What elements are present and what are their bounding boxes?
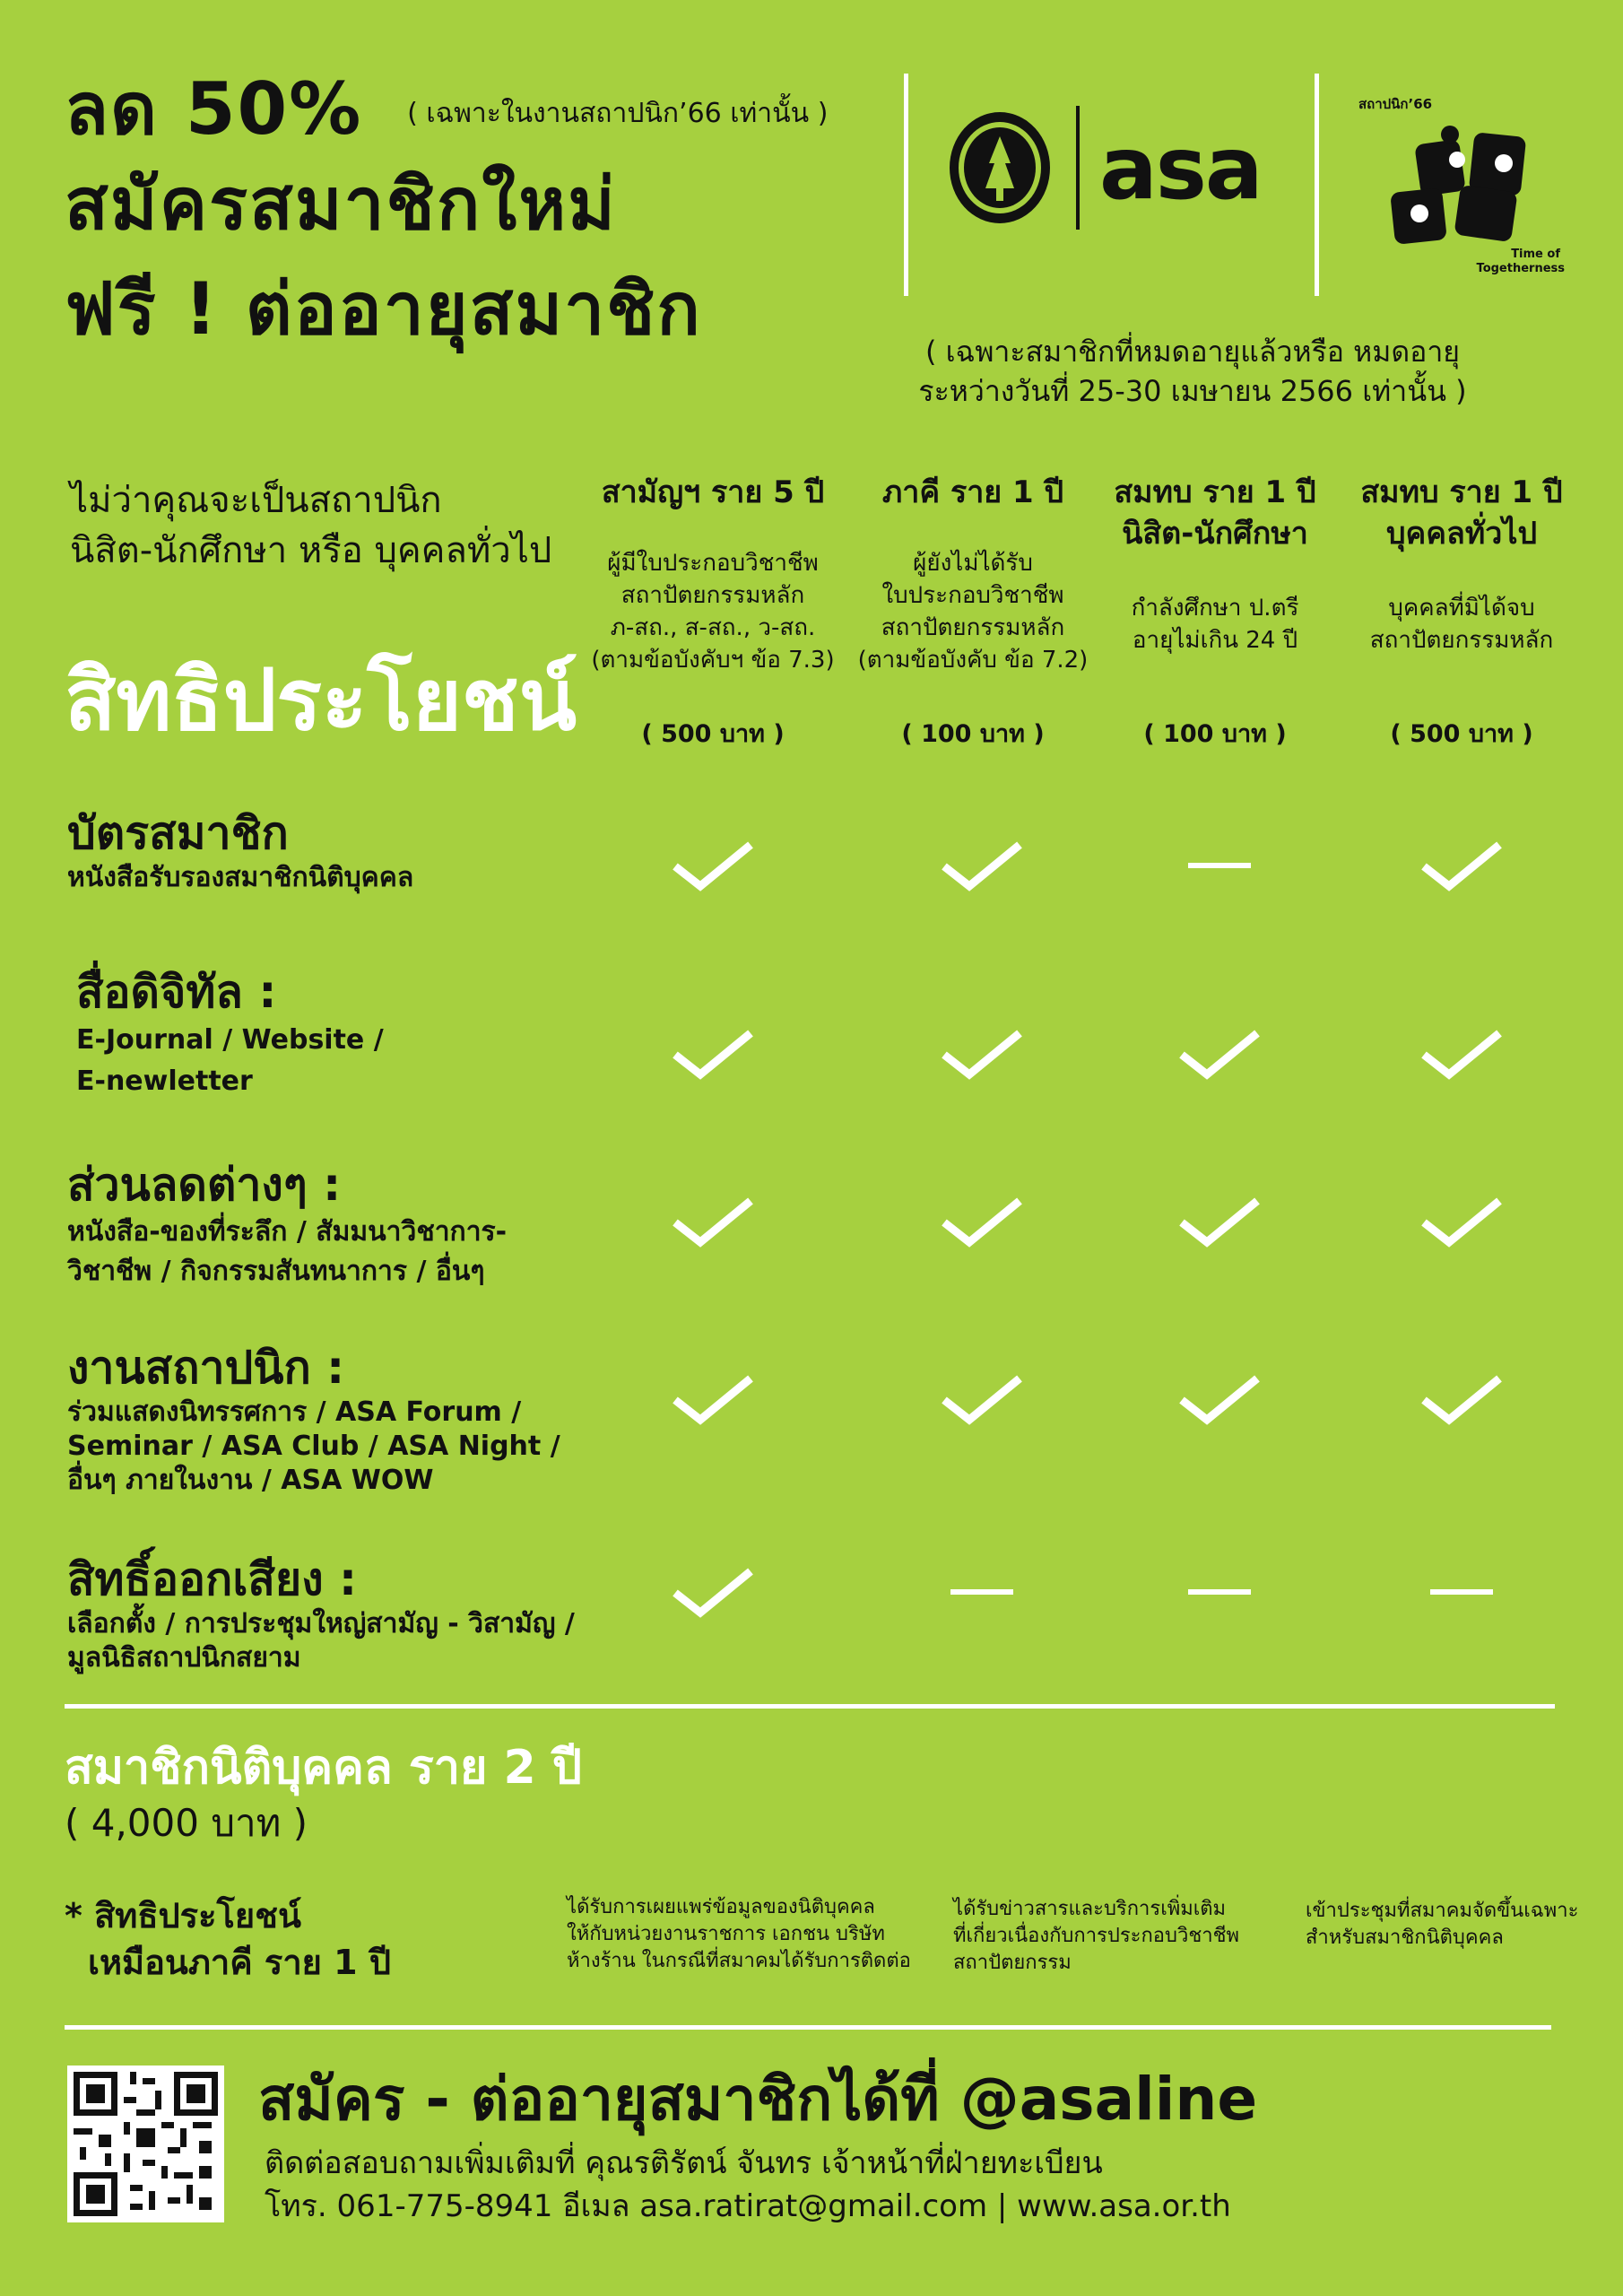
col-desc-line: สถาปัตยกรรมหลัก bbox=[1369, 627, 1554, 654]
row-title: สื่อดิจิทัล : bbox=[76, 966, 277, 1018]
corporate-desc-line: ให้กับหน่วยงานราชการ เอกชน บริษัท bbox=[567, 1923, 885, 1945]
check-icon bbox=[937, 834, 1027, 897]
corporate-desc-line: ที่เกี่ยวเนื่องกับการประกอบวิชาชีพ bbox=[953, 1925, 1240, 1947]
corporate-desc-line: สำหรับสมาชิกนิติบุคคล bbox=[1306, 1926, 1504, 1949]
row-title: ส่วนลดต่างๆ : bbox=[67, 1159, 342, 1211]
row-sub: เลือกตั้ง / การประชุมใหญ่สามัญ - วิสามัญ / bbox=[67, 1608, 575, 1639]
col-header-regular bbox=[583, 472, 843, 513]
check-icon bbox=[668, 1561, 758, 1623]
col-desc-line: ภ-สถ., ส-สถ., ว-สถ. bbox=[610, 614, 816, 641]
col-title: สมทบ ราย 1 ปี bbox=[1114, 474, 1316, 510]
divider-left bbox=[904, 74, 908, 296]
col-header-student bbox=[1094, 472, 1336, 554]
section-divider-1 bbox=[65, 1704, 1555, 1709]
col-desc-regular bbox=[583, 547, 843, 676]
row-sub: E-newletter bbox=[76, 1065, 253, 1097]
footer-headline: สมัคร - ต่ออายุสมาชิกได้ที่ @asaline bbox=[258, 2065, 1258, 2134]
col-header-associate bbox=[847, 472, 1098, 513]
footer-contact bbox=[265, 2142, 1231, 2228]
col-price-regular: ( 500 บาท ) bbox=[641, 720, 785, 748]
col-desc-line: สถาปัตยกรรมหลัก bbox=[621, 582, 805, 609]
intro-line-2: นิสิต-นักศึกษา หรือ บุคคลทั่วไป bbox=[70, 530, 552, 571]
row-digital-media bbox=[76, 964, 384, 1102]
col-price-associate: ( 100 บาท ) bbox=[901, 720, 1045, 748]
corporate-benefit-line-2: เหมือนภาคี ราย 1 ปี bbox=[88, 1943, 391, 1982]
divider-right bbox=[1315, 74, 1319, 296]
col-desc-student bbox=[1094, 592, 1336, 657]
col-header-general bbox=[1336, 472, 1587, 554]
col-desc-line: ผู้มีใบประกอบวิชาชีพ bbox=[607, 550, 819, 577]
col-desc-line: (ตามข้อบังคับ ข้อ 7.2) bbox=[857, 647, 1089, 674]
check-icon bbox=[937, 1368, 1027, 1431]
row-title: สิทธิ์ออกเสียง : bbox=[67, 1553, 358, 1605]
check-icon bbox=[668, 1022, 758, 1085]
check-icon bbox=[937, 1190, 1027, 1253]
intro-line-1: ไม่ว่าคุณจะเป็นสถาปนิก bbox=[70, 480, 442, 521]
corporate-price: ( 4,000 บาท ) bbox=[65, 1801, 308, 1845]
check-icon bbox=[1417, 1022, 1506, 1085]
discount-note: ( เฉพาะในงานสถาปนิก’66 เท่านั้น ) bbox=[407, 98, 829, 130]
footer-contact-line-2: โทร. 061-775-8941 อีเมล asa.ratirat@gmail.com | www.asa.or.th bbox=[265, 2188, 1231, 2224]
row-sub: หนังสือ-ของที่ระลึก / สัมมนาวิชาการ- bbox=[67, 1216, 508, 1248]
benefits-title: สิทธิประโยชน์ bbox=[65, 652, 577, 750]
row-member-card bbox=[67, 805, 413, 895]
row-title: บัตรสมาชิก bbox=[67, 807, 289, 859]
discount-text: ลด 50% bbox=[65, 67, 363, 151]
col-desc-line: กำลังศึกษา ป.ตรี bbox=[1131, 595, 1299, 622]
col-desc-line: (ตามข้อบังคับฯ ข้อ 7.3) bbox=[591, 647, 835, 674]
row-discounts bbox=[67, 1157, 507, 1292]
corporate-desc-line: สถาปัตยกรรม bbox=[953, 1952, 1072, 1974]
check-icon bbox=[668, 1190, 758, 1253]
row-sub: อื่นๆ ภายในงาน / ASA WOW bbox=[67, 1465, 434, 1496]
dash-icon bbox=[1417, 1561, 1506, 1623]
col-subtitle: บุคคลทั่วไป bbox=[1385, 516, 1538, 552]
check-icon bbox=[1417, 1190, 1506, 1253]
row-sub: มูลนิธิสถาปนิกสยาม bbox=[67, 1642, 301, 1674]
corporate-benefit-line-1: * สิทธิประโยชน์ bbox=[65, 1896, 301, 1935]
logo-separator bbox=[1076, 106, 1080, 230]
corporate-desc-line: ห้างร้าน ในกรณีที่สมาคมได้รับการติดต่อ bbox=[567, 1950, 911, 1972]
corporate-desc-line: ได้รับข่าวสารและบริการเพิ่มเติม bbox=[953, 1898, 1227, 1920]
dash-icon bbox=[1175, 834, 1264, 897]
check-icon bbox=[1417, 834, 1506, 897]
corporate-desc-1 bbox=[567, 1894, 925, 1975]
col-desc-line: ผู้ยังไม่ได้รับ bbox=[913, 550, 1033, 577]
renew-note-line-1: ( เฉพาะสมาชิกที่หมดอายุแล้วหรือ หมดอายุ bbox=[924, 335, 1461, 369]
col-desc-associate bbox=[847, 547, 1098, 676]
check-icon bbox=[1175, 1190, 1264, 1253]
corporate-desc-2 bbox=[953, 1896, 1258, 1977]
row-sub: วิชาชีพ / กิจกรรมสันทนาการ / อื่นๆ bbox=[67, 1256, 485, 1287]
col-desc-general bbox=[1336, 592, 1587, 657]
col-desc-line: อายุไม่เกิน 24 ปี bbox=[1132, 627, 1298, 654]
footer-contact-line-1: ติดต่อสอบถามเพิ่มเติมที่ คุณรติรัตน์ จันทร เจ้าหน้าที่ฝ่ายทะเบียน bbox=[265, 2145, 1103, 2181]
event-small-label: สถาปนิก’66 bbox=[1358, 96, 1433, 112]
intro-text bbox=[70, 475, 551, 576]
corporate-desc-3 bbox=[1306, 1898, 1584, 1952]
renew-note-line-2: ระหว่างวันที่ 25-30 เมษายน 2566 เท่านั้น ) bbox=[918, 374, 1467, 408]
renew-note bbox=[888, 332, 1497, 411]
row-architect-expo bbox=[67, 1340, 560, 1498]
qr-code[interactable] bbox=[67, 2066, 224, 2222]
event-logo bbox=[1385, 117, 1565, 251]
check-icon bbox=[668, 1368, 758, 1431]
event-tagline-2: Togetherness bbox=[1476, 262, 1565, 275]
check-icon bbox=[668, 834, 758, 897]
col-title: สามัญฯ ราย 5 ปี bbox=[601, 474, 825, 510]
check-icon bbox=[1417, 1368, 1506, 1431]
dash-icon bbox=[1175, 1561, 1264, 1623]
asa-seal-logo bbox=[946, 109, 1054, 226]
col-price-student: ( 100 บาท ) bbox=[1143, 720, 1287, 748]
col-desc-line: บุคคลที่มิได้จบ bbox=[1388, 595, 1535, 622]
asa-wordmark-logo: asa bbox=[1099, 118, 1262, 219]
col-desc-line: สถาปัตยกรรมหลัก bbox=[881, 614, 1065, 641]
row-sub: Seminar / ASA Club / ASA Night / bbox=[67, 1431, 560, 1462]
col-subtitle: นิสิต-นักศึกษา bbox=[1122, 516, 1308, 552]
headline-renew: ฟรี ! ต่ออายุสมาชิก bbox=[65, 267, 702, 351]
row-sub: E-Journal / Website / bbox=[76, 1024, 384, 1056]
col-desc-line: ใบประกอบวิชาชีพ bbox=[881, 582, 1064, 609]
check-icon bbox=[1175, 1022, 1264, 1085]
corporate-desc-line: เข้าประชุมที่สมาคมจัดขึ้นเฉพาะ bbox=[1306, 1900, 1579, 1922]
row-voting-rights bbox=[67, 1552, 575, 1675]
headline-new-member: สมัครสมาชิกใหม่ bbox=[65, 162, 617, 246]
headline-discount bbox=[65, 67, 829, 151]
row-sub: ร่วมแสดงนิทรรศการ / ASA Forum / bbox=[67, 1396, 522, 1428]
dash-icon bbox=[937, 1561, 1027, 1623]
corporate-desc-line: ได้รับการเผยแพร่ข้อมูลของนิติบุคคล bbox=[567, 1896, 875, 1918]
col-title: ภาคี ราย 1 ปี bbox=[881, 474, 1064, 510]
check-icon bbox=[1175, 1368, 1264, 1431]
corporate-benefit-note bbox=[65, 1892, 391, 1986]
event-tagline-1: Time of bbox=[1511, 248, 1560, 261]
check-icon bbox=[937, 1022, 1027, 1085]
row-title: งานสถาปนิก : bbox=[67, 1342, 345, 1394]
row-sub: หนังสือรับรองสมาชิกนิติบุคคล bbox=[67, 862, 414, 893]
section-divider-2 bbox=[65, 2025, 1551, 2030]
corporate-title: สมาชิกนิติบุคคล ราย 2 ปี bbox=[65, 1741, 582, 1795]
col-title: สมทบ ราย 1 ปี bbox=[1360, 474, 1563, 510]
col-price-general: ( 500 บาท ) bbox=[1390, 720, 1533, 748]
